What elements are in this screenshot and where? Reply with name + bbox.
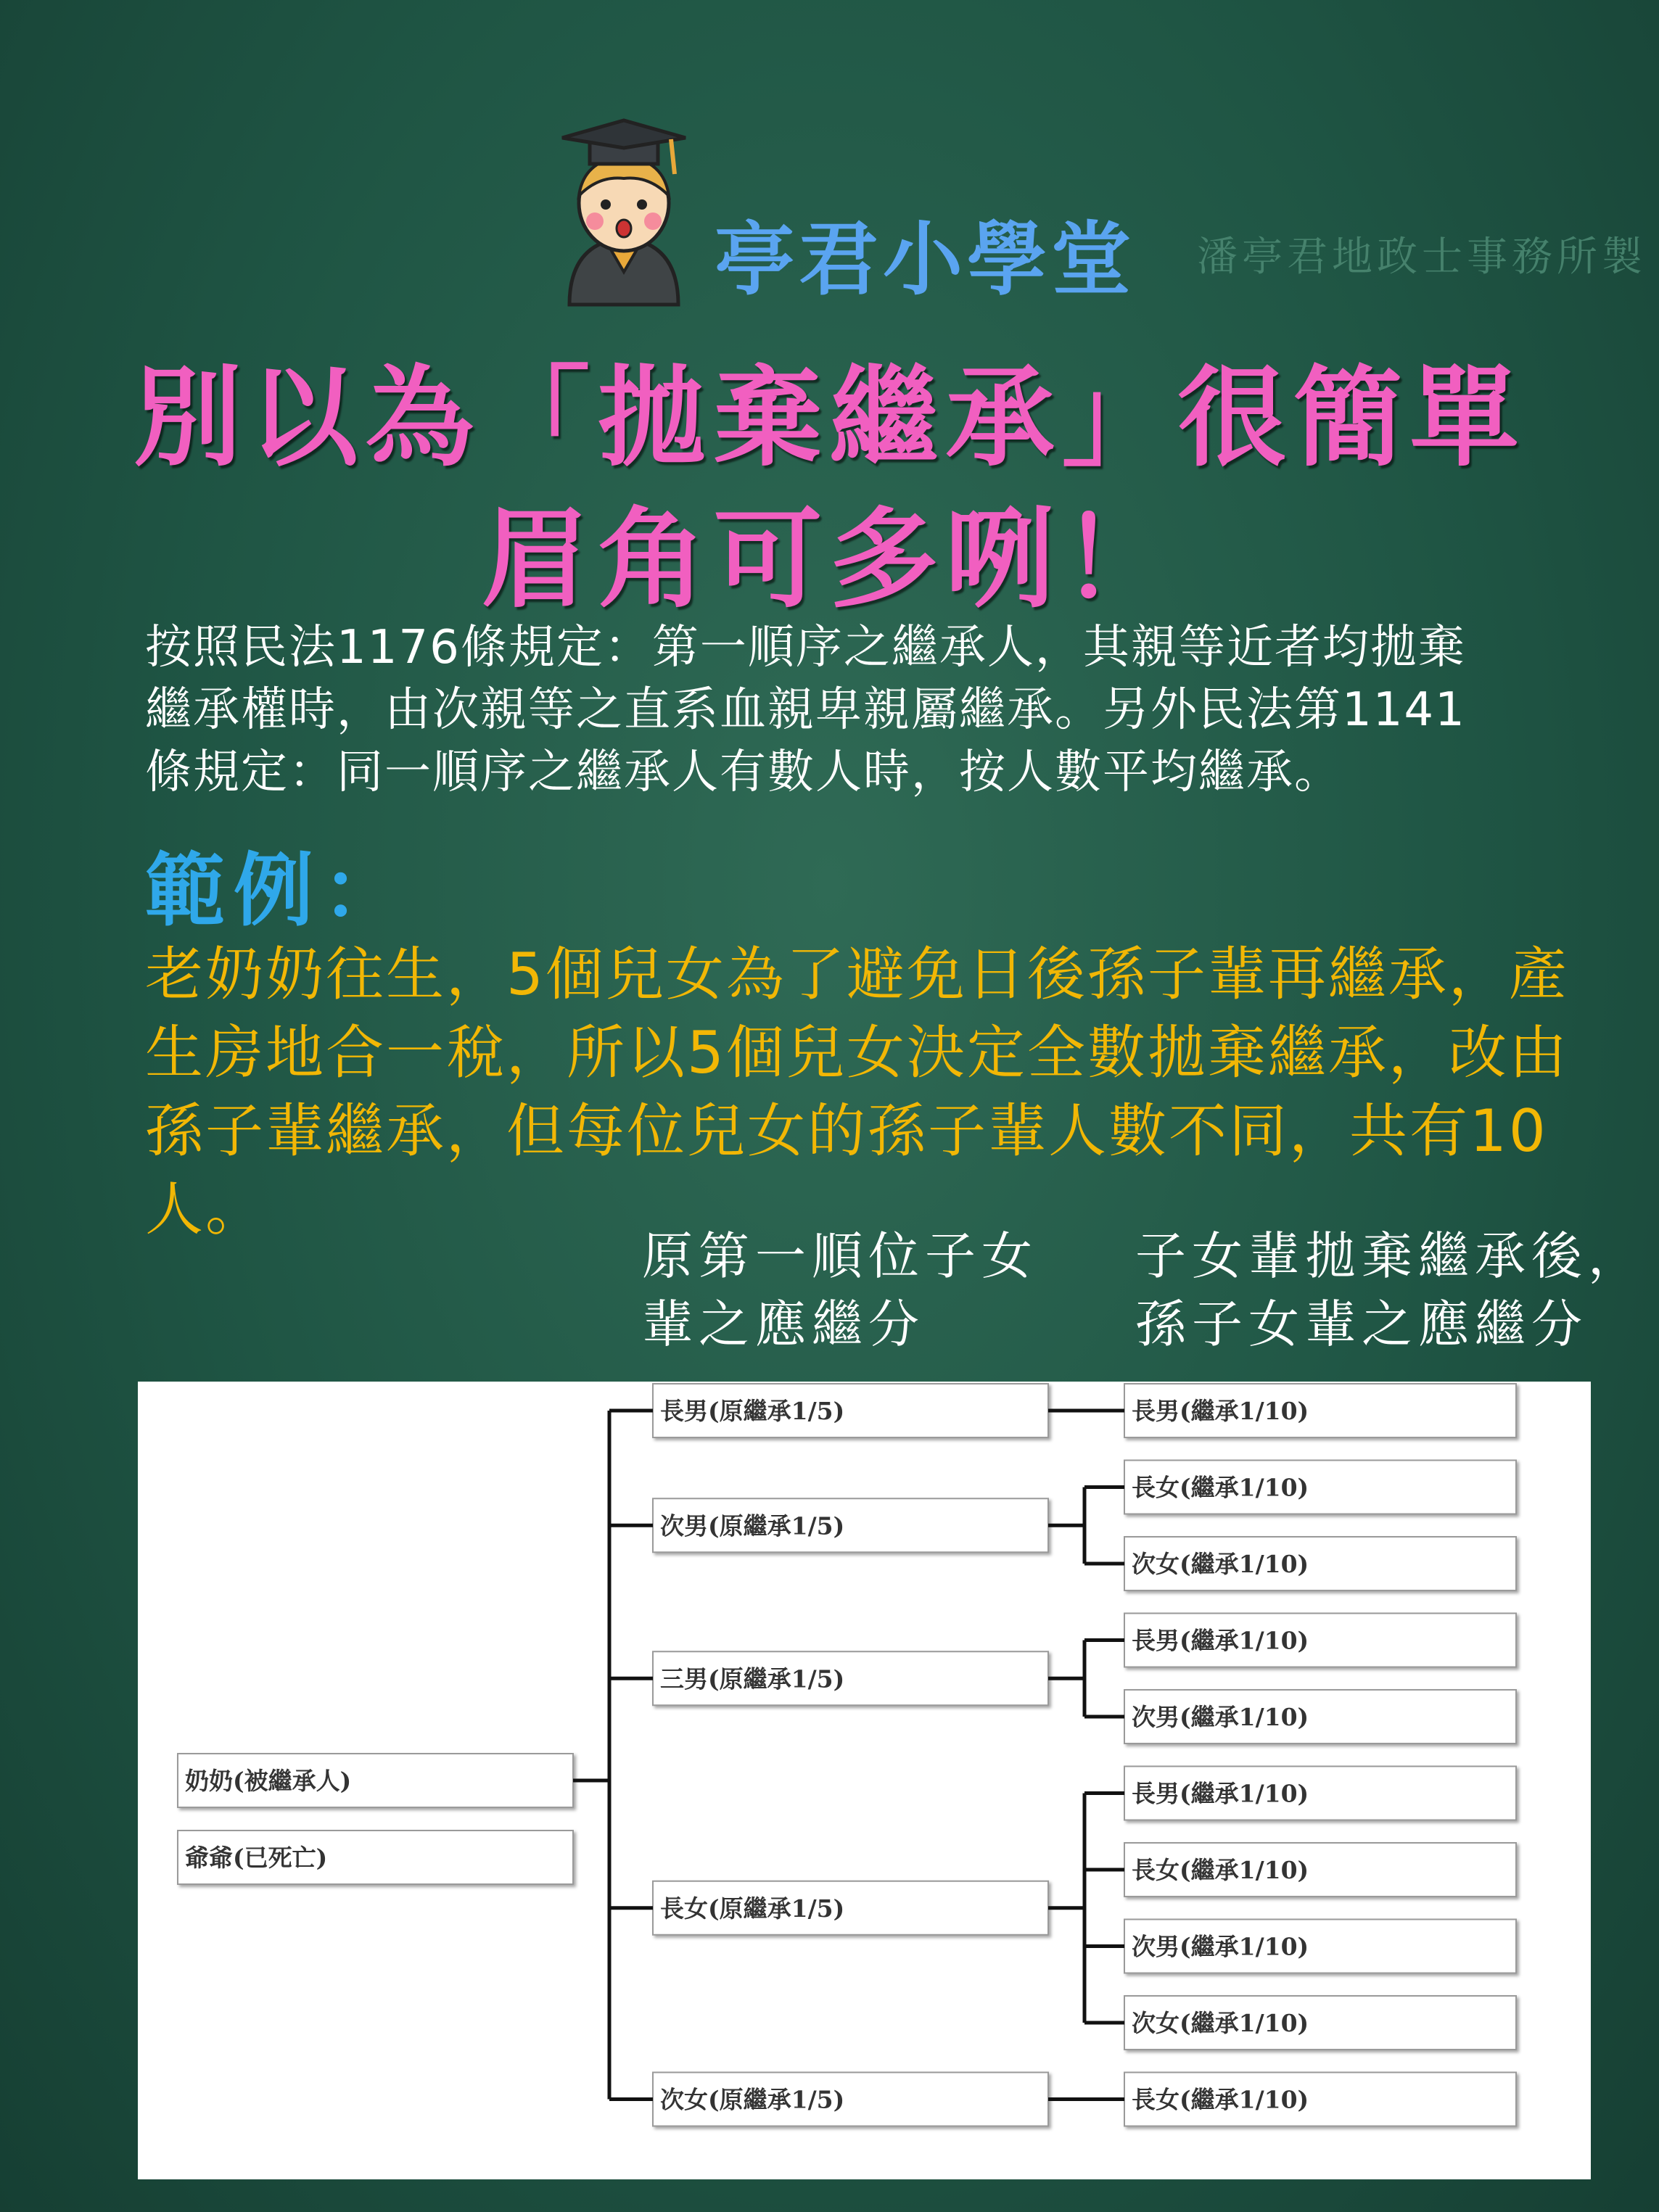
grandchild-node-label: 長男(繼承1/10) — [1132, 1397, 1309, 1425]
example-line: 老奶奶往生，5個兒女為了避免日後孫子輩再繼承，產 — [145, 941, 1569, 1008]
example-line: 人。 — [145, 1176, 265, 1243]
spouse-node — [178, 1831, 573, 1884]
inheritance-tree-svg — [138, 1382, 1591, 2179]
headline-line2: 眉角可多咧！ — [481, 497, 1178, 623]
grandchild-node — [1124, 1996, 1516, 2050]
decedent-node — [178, 1754, 573, 1807]
example-heading: 範例： — [145, 844, 411, 937]
child-node-label: 三男(原繼承1/5) — [660, 1664, 845, 1693]
grandchild-node-label: 長男(繼承1/10) — [1132, 1779, 1309, 1808]
intro-line: 按照民法1176條規定：第一順序之繼承人，其親等近者均拋棄 — [145, 621, 1466, 674]
headline-line1: 別以為「拋棄繼承」很簡單 — [133, 355, 1526, 482]
child-node-label: 長女(原繼承1/5) — [660, 1894, 845, 1923]
child-node — [653, 2073, 1048, 2126]
child-node-label: 次女(原繼承1/5) — [660, 2085, 845, 2114]
child-node-label: 次男(原繼承1/5) — [660, 1511, 845, 1540]
grandchild-node-label: 長女(繼承1/10) — [1132, 1473, 1309, 1502]
grandchildren-share-note — [1135, 1222, 1644, 1358]
spouse-node-label: 爺爺(已死亡) — [185, 1844, 328, 1872]
child-node-label: 長男(原繼承1/5) — [660, 1397, 845, 1425]
grandchild-node-label: 長女(繼承1/10) — [1132, 1856, 1309, 1884]
grandchild-node — [1124, 1920, 1516, 1973]
decedent-node-label: 奶奶(被繼承人) — [185, 1767, 352, 1795]
child-node — [653, 1498, 1048, 1552]
grandchild-node — [1124, 1843, 1516, 1897]
grandchild-node-label: 長男(繼承1/10) — [1132, 1626, 1309, 1655]
intro-paragraph — [145, 616, 1581, 804]
intro-line: 條規定：同一順序之繼承人有數人時，按人數平均繼承。 — [145, 746, 1342, 799]
graduate-student-icon — [555, 116, 693, 312]
watermark: 潘亭君地政士事務所製 — [1197, 234, 1647, 281]
grandchild-node-label: 長女(繼承1/10) — [1132, 2085, 1309, 2114]
child-node — [653, 1651, 1048, 1705]
child-node — [653, 1384, 1048, 1437]
grandchild-node-label: 次男(繼承1/10) — [1132, 1703, 1309, 1731]
example-paragraph — [145, 936, 1632, 1249]
grandchild-node-label: 次男(繼承1/10) — [1132, 1932, 1309, 1961]
grandchild-node — [1124, 1384, 1516, 1437]
grandchild-node — [1124, 1690, 1516, 1743]
intro-line: 繼承權時，由次親等之直系血親卑親屬繼承。另外民法第1141 — [145, 683, 1466, 737]
grandchild-node — [1124, 1461, 1516, 1514]
example-line: 生房地合一稅，所以5個兒女決定全數拋棄繼承，改由 — [145, 1019, 1569, 1086]
note-line: 原第一順位子女 — [642, 1226, 1038, 1286]
grandchild-node — [1124, 1614, 1516, 1667]
brand-name: 亭君小學堂 — [715, 213, 1135, 306]
note-line: 輩之應繼分 — [642, 1295, 925, 1354]
inheritance-tree-diagram — [138, 1382, 1591, 2179]
grandchild-node — [1124, 1537, 1516, 1590]
child-node — [653, 1881, 1048, 1935]
children-share-note — [642, 1222, 1038, 1358]
grandchild-node — [1124, 1767, 1516, 1820]
grandchild-node-label: 次女(繼承1/10) — [1132, 2009, 1309, 2037]
grandchild-node — [1124, 2073, 1516, 2126]
note-line: 孫子女輩之應繼分 — [1135, 1295, 1588, 1354]
grandchild-node-label: 次女(繼承1/10) — [1132, 1550, 1309, 1578]
example-line: 孫子輩繼承，但每位兒女的孫子輩人數不同，共有10 — [145, 1097, 1548, 1165]
note-line: 子女輩拋棄繼承後， — [1135, 1226, 1644, 1286]
